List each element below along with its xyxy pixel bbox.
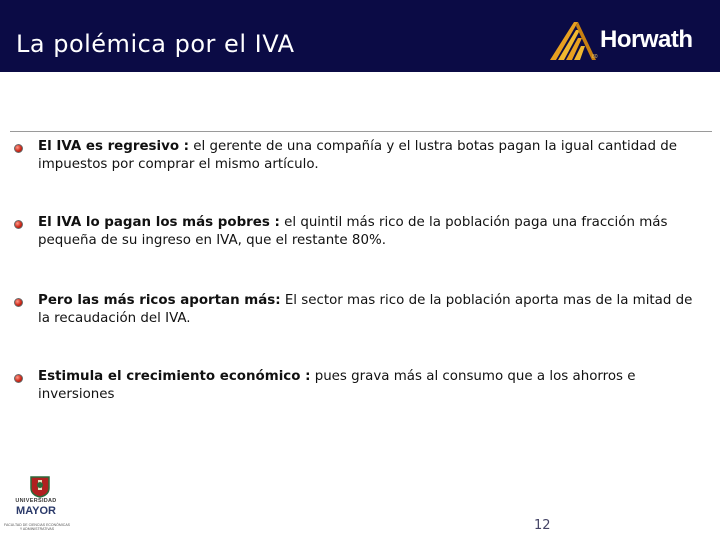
bullet-body: el gerente de una compañía y el lustra botas pagan la igual cantidad de impuestos por comprar el mismo artículo. bbox=[38, 139, 677, 172]
bullet-body: el quintil más rico de la población paga una fracción más pequeña de su ingreso en IVA, que el restante 80%. bbox=[38, 215, 668, 248]
university-label: UNIVERSIDAD bbox=[15, 498, 57, 504]
university-faculty: FACULTAD DE CIENCIAS ECONÓMICAS Y ADMINISTRATIVAS bbox=[4, 523, 70, 531]
university-name: MAYOR bbox=[16, 505, 56, 517]
horwath-logo-small: 80 bbox=[592, 54, 598, 60]
divider-line bbox=[10, 131, 712, 132]
header-bar bbox=[0, 0, 720, 72]
bullet-text bbox=[38, 138, 708, 174]
university-shield-icon bbox=[30, 476, 50, 498]
bullet-lead: El IVA es regresivo : bbox=[38, 139, 190, 154]
bullet-text bbox=[38, 368, 708, 404]
bullet-body: pues grava más al consumo que a los ahorros e inversiones bbox=[38, 369, 636, 402]
bullet-icon bbox=[14, 144, 23, 153]
horwath-logo-text: Horwath bbox=[600, 26, 693, 53]
bullet-icon bbox=[14, 374, 23, 383]
bullet-text bbox=[38, 214, 708, 250]
page-number: 12 bbox=[534, 518, 551, 533]
slide-title: La polémica por el IVA bbox=[16, 30, 295, 58]
bullet-lead: Pero las más ricos aportan más: bbox=[38, 293, 281, 308]
bullet-text bbox=[38, 292, 708, 328]
horwath-logo bbox=[548, 20, 698, 62]
bullet-icon bbox=[14, 298, 23, 307]
bullet-lead: El IVA lo pagan los más pobres : bbox=[38, 215, 280, 230]
bullet-icon bbox=[14, 220, 23, 229]
bullet-lead: Estimula el crecimiento económico : bbox=[38, 369, 311, 384]
bullet-body: El sector mas rico de la población aporta mas de la mitad de la recaudación del IVA. bbox=[38, 293, 693, 326]
